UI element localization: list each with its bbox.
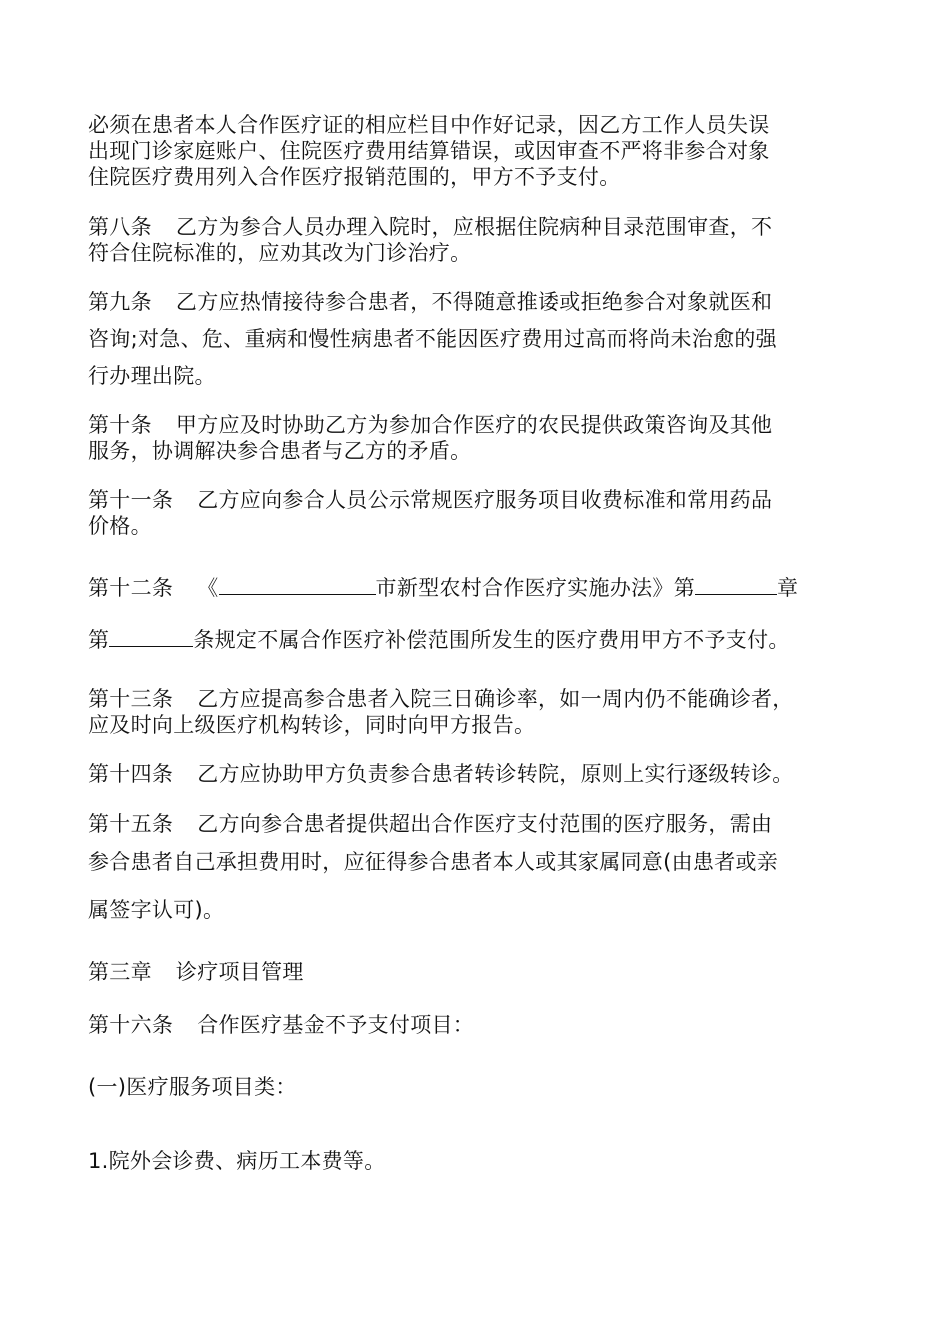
- paragraph-line: 应及时向上级医疗机构转诊，同时向甲方报告。: [88, 713, 536, 737]
- article-label: 第十三条: [88, 687, 174, 711]
- article-label: 第十四条: [88, 762, 174, 786]
- article-16: [88, 1012, 474, 1038]
- article-label: 第八条: [88, 215, 152, 239]
- article-label: 第九条: [88, 290, 152, 314]
- paragraph-line: 属签字认可)。: [88, 898, 225, 922]
- article-label: 第十条: [88, 413, 152, 437]
- fill-blank-chapter[interactable]: [695, 572, 777, 595]
- article-15: [88, 811, 772, 837]
- chapter-title: 诊疗项目管理: [175, 960, 304, 984]
- fill-blank-city[interactable]: [219, 572, 376, 595]
- article-text: 第: [88, 628, 110, 652]
- article-text: 乙方应向参合人员公示常规医疗服务项目收费标准和常用药品: [197, 488, 773, 512]
- chapter-heading: [88, 959, 304, 985]
- paragraph-line: 咨询;对急、危、重病和慢性病患者不能因医疗费用过高而将尚未治愈的强: [88, 327, 777, 351]
- article-12: [88, 572, 798, 601]
- chapter-label: 第三章: [88, 960, 152, 984]
- paragraph-line: 必须在患者本人合作医疗证的相应栏目中作好记录，因乙方工作人员失误: [88, 113, 770, 137]
- open-quote: 《: [197, 576, 219, 600]
- article-text: 合作医疗基金不予支付项目：: [197, 1013, 475, 1037]
- paragraph-line: 住院医疗费用列入合作医疗报销范围的，甲方不予支付。: [88, 165, 621, 189]
- paragraph-line: 服务，协调解决参合患者与乙方的矛盾。: [88, 439, 472, 463]
- article-11: [88, 487, 772, 513]
- article-text: 条规定不属合作医疗补偿范围所发生的医疗费用甲方不予支付。: [193, 628, 790, 652]
- article-text: 乙方应协助甲方负责参合患者转诊转院，原则上实行逐级转诊。: [197, 762, 794, 786]
- article-text: 乙方应热情接待参合患者，不得随意推诿或拒绝参合对象就医和: [175, 290, 773, 314]
- article-8: [88, 214, 772, 240]
- article-13: [88, 686, 794, 712]
- article-text: 市新型农村合作医疗实施办法》第: [375, 576, 696, 600]
- article-text: 乙方为参合人员办理入院时，应根据住院病种目录范围审查，不: [175, 215, 773, 239]
- article-9: [88, 289, 772, 315]
- article-label: 第十六条: [88, 1013, 174, 1037]
- article-text: 章: [777, 576, 799, 600]
- fill-blank-article[interactable]: [109, 624, 193, 647]
- paragraph-line: 行办理出院。: [88, 364, 216, 388]
- article-14: [88, 761, 794, 787]
- list-item: 1.院外会诊费、病历工本费等。: [88, 1149, 386, 1173]
- article-text: 乙方向参合患者提供超出合作医疗支付范围的医疗服务，需由: [197, 812, 773, 836]
- paragraph-line: 出现门诊家庭账户、住院医疗费用结算错误，或因审查不严将非参合对象: [88, 139, 770, 163]
- article-text: 甲方应及时协助乙方为参加合作医疗的农民提供政策咨询及其他: [175, 413, 773, 437]
- section-heading: (一)医疗服务项目类：: [88, 1075, 297, 1099]
- article-10: [88, 412, 772, 438]
- article-label: 第十二条: [88, 576, 174, 600]
- article-text: 乙方应提高参合患者入院三日确诊率，如一周内仍不能确诊者，: [197, 687, 794, 711]
- article-label: 第十五条: [88, 812, 174, 836]
- article-12-cont: [88, 624, 790, 653]
- article-label: 第十一条: [88, 488, 174, 512]
- paragraph-line: 价格。: [88, 514, 152, 538]
- paragraph-line: 参合患者自己承担费用时，应征得参合患者本人或其家属同意(由患者或亲: [88, 850, 779, 874]
- paragraph-line: 符合住院标准的，应劝其改为门诊治疗。: [88, 241, 472, 265]
